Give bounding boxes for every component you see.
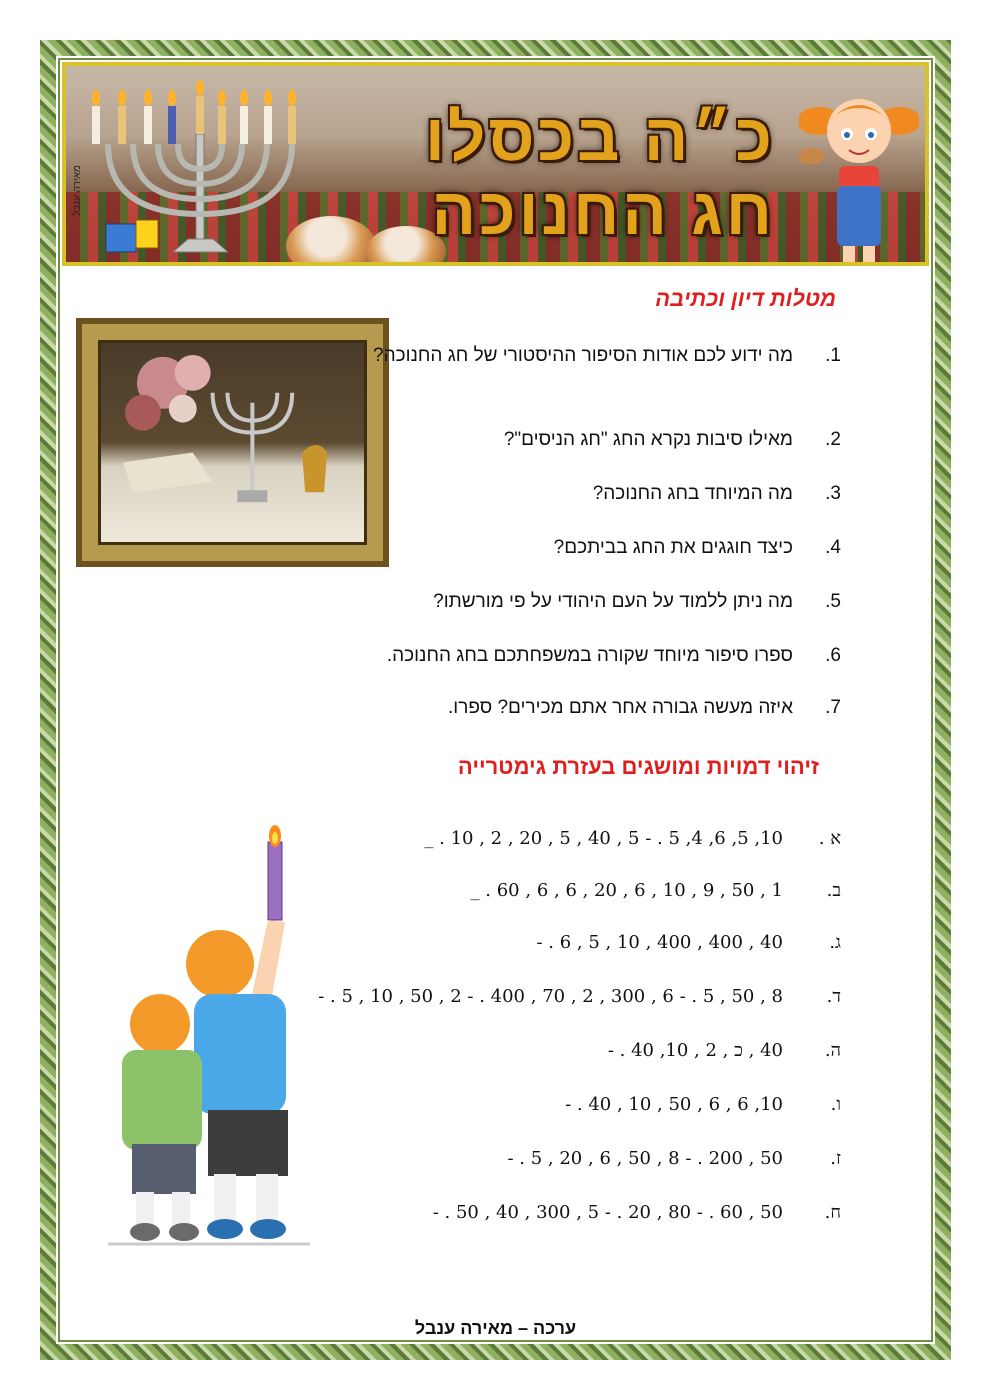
section-title-gematria: זיהוי דמויות ומושגים בעזרת גימטרייה — [457, 754, 819, 779]
gematria-letter: ב. — [826, 880, 841, 901]
gematria-letter: ז. — [830, 1148, 841, 1169]
question-number: 5. — [825, 591, 841, 612]
question-text: מה ידוע לכם אודות הסיפור ההיסטורי של חג החנוכה? — [373, 345, 793, 366]
question-item — [387, 644, 841, 668]
gematria-letter: ו. — [830, 1094, 841, 1115]
gematria-sequence: 40 , 400 , 400 , 10 , 5 , 6 . - — [536, 932, 783, 953]
question-item — [448, 696, 841, 720]
gematria-sequence: 10, 6 , 6 , 50 , 10 , 40 . - — [565, 1094, 783, 1115]
gematria-sequence: 50 , 200 . - 8 , 50 , 6 , 20 , 5 . - — [507, 1148, 783, 1169]
question-text: כיצד חוגגים את החג בביתכם? — [553, 537, 793, 558]
author-credit: ערכה – מאירה ענבל — [414, 1318, 577, 1338]
question-text: מאילו סיבות נקרא החג "חג הניסים"? — [503, 429, 793, 450]
banner-signature: מאירה ענבל — [72, 165, 83, 216]
painting-canvas — [98, 340, 367, 545]
gematria-item — [281, 932, 841, 953]
gematria-letter: ח. — [824, 1202, 841, 1223]
gematria-sequence: 8 , 50 , 5 . - 6 , 300 , 2 , 70 , 400 . - 2 , 50 , 10 , 5 . - — [318, 986, 783, 1007]
question-item — [433, 590, 841, 614]
banner-date-title: כ״ה בכסלו — [424, 100, 775, 174]
question-text: איזה מעשה גבורה אחר אתם מכירים? ספרו. — [447, 697, 793, 718]
gematria-item — [281, 1202, 841, 1223]
gematria-item — [281, 1040, 841, 1061]
question-number: 2. — [825, 429, 841, 450]
gematria-letter: ג. — [829, 932, 841, 953]
header-banner — [62, 62, 929, 266]
question-item — [373, 344, 841, 368]
gematria-letter: א . — [818, 828, 841, 849]
question-number: 7. — [825, 697, 841, 718]
question-text: מה ניתן ללמוד על העם היהודי על פי מורשתו? — [433, 591, 793, 612]
banner-holiday-title: חג החנוכה — [431, 174, 775, 248]
gematria-item — [281, 828, 841, 849]
gematria-item — [281, 1148, 841, 1169]
question-text: ספרו סיפור מיוחד שקורה במשפחתכם בחג החנוכה. — [386, 645, 793, 666]
section-title-discussion: מטלות דיון וכתיבה — [655, 286, 836, 311]
gematria-item — [281, 880, 841, 901]
gematria-item — [281, 986, 841, 1007]
question-text: מה המיוחד בחג החנוכה? — [592, 483, 793, 504]
gematria-sequence: 50 , 60 . - 80 , 20 . - 5 , 300 , 40 , 50 . - — [432, 1202, 783, 1223]
gematria-sequence: 40 , כ , 2 , 10, 40 . - — [607, 1040, 783, 1061]
question-item — [554, 536, 841, 560]
gematria-item — [281, 1094, 841, 1115]
gematria-sequence: 10, 5, 6, 4, 5 . - 5 , 40 , 5 , 20 , 2 , 10 . _ — [424, 828, 783, 849]
menorah-painting — [76, 318, 389, 567]
gematria-sequence: 1 , 50 , 9 , 10 , 6 , 20 , 6 , 6 , 60 . _ — [470, 880, 783, 901]
question-item — [504, 428, 841, 452]
question-item — [593, 482, 841, 506]
question-number: 6. — [825, 645, 841, 666]
question-number: 4. — [825, 537, 841, 558]
question-number: 3. — [825, 483, 841, 504]
question-number: 1. — [825, 345, 841, 366]
gematria-letter: ד. — [826, 986, 841, 1007]
still-life-icon — [101, 343, 364, 542]
gematria-letter: ה. — [824, 1040, 841, 1061]
girl-illustration-icon — [799, 86, 919, 266]
